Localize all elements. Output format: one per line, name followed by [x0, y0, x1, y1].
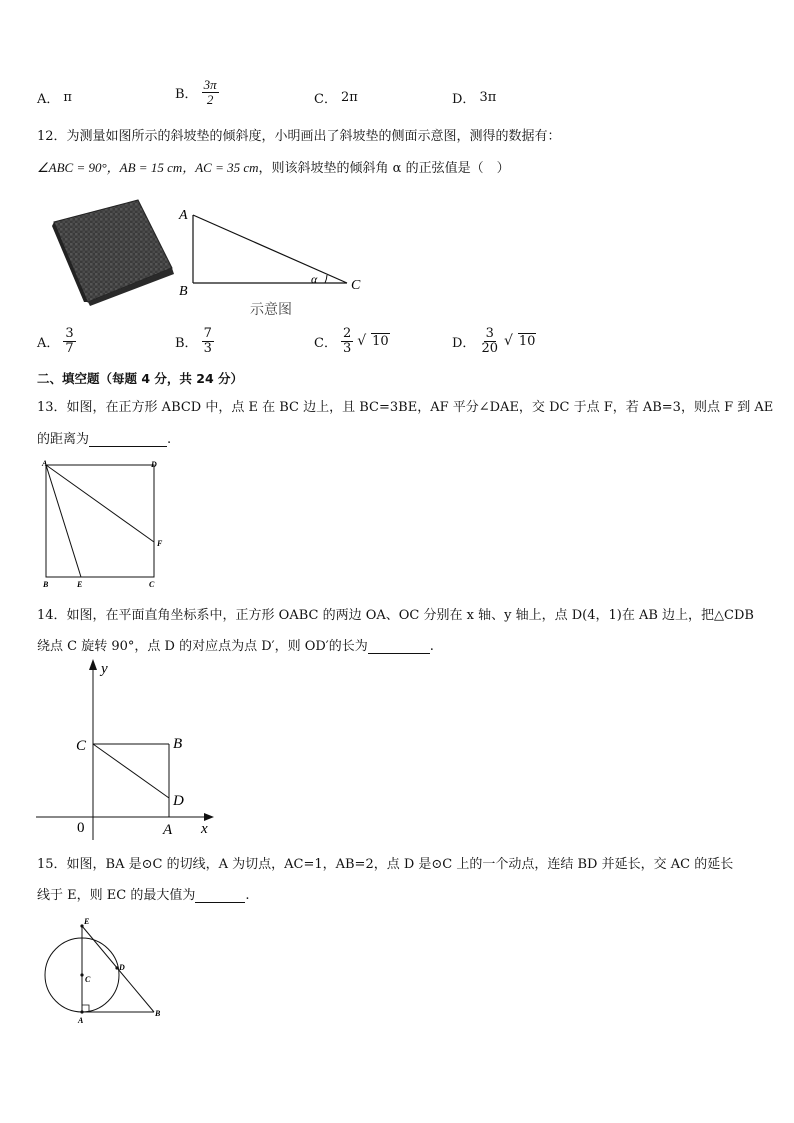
answer-blank[interactable]: [89, 446, 167, 447]
q13-text-line1: 13．如图，在正方形 ABCD 中，点 E 在 BC 边上，且 BC=3BE，AF 平分∠DAE，交 DC 于点 F，若 AB=3，则点 F 到 AE: [37, 400, 774, 415]
label-c: C: [149, 580, 155, 589]
q11-option-b: [175, 78, 219, 106]
q14-text-line1: 14．如图，在平面直角坐标系中，正方形 OABC 的两边 OA、OC 分别在 x 轴、y 轴上，点 D(4，1)在 AB 边上，把△CDB: [37, 608, 754, 623]
label-origin: 0: [77, 820, 85, 836]
label-a: A: [179, 208, 188, 223]
fraction: [63, 327, 75, 355]
option-label: D．: [452, 92, 476, 107]
q12-text: ，则该斜坡垫的倾斜角 α 的正弦值是（ ）: [258, 161, 510, 176]
q12-text-line1: 12．为测量如图所示的斜坡垫的倾斜度，小明画出了斜坡垫的侧面示意图，测得的数据有：: [37, 129, 561, 144]
q12-text-line2: [37, 157, 510, 176]
slope-pad-photo: [50, 198, 176, 308]
label-b: B: [43, 580, 49, 589]
section-title: 二、填空题（每题 4 分，共 24 分）: [37, 371, 244, 386]
q12-option-b: [175, 327, 214, 355]
radicand: 10: [518, 334, 536, 350]
label-a: A: [163, 822, 173, 838]
q12-option-c: [314, 327, 390, 355]
numerator: 3: [485, 326, 494, 341]
q12-option-a: [37, 327, 76, 355]
fraction: [341, 327, 353, 355]
q15-text-line1: 15．如图，BA 是⊙C 的切线，A 为切点，AC=1，AB=2，点 D 是⊙C 上的一个动点，连结 BD 并延长，交 AC 的延长: [37, 857, 734, 872]
label-d: D: [151, 460, 157, 469]
label-b: B: [155, 1009, 161, 1018]
option-value: 3π: [479, 90, 497, 105]
q14-text: 绕点 C 旋转 90°，点 D 的对应点为点 D′，则 OD′的长为: [37, 639, 368, 654]
label-c: C: [85, 975, 91, 984]
label-f: F: [157, 539, 163, 548]
q11-option-a: [37, 88, 72, 107]
label-d: D: [173, 793, 184, 809]
q12-triangle-diagram: [175, 202, 370, 322]
answer-blank[interactable]: [368, 653, 430, 654]
q13-text: 的距离为: [37, 432, 90, 447]
option-value: 2π: [340, 90, 358, 105]
period: .: [167, 432, 172, 447]
q11-option-c: [314, 88, 358, 107]
answer-blank[interactable]: [195, 902, 245, 903]
option-label: B．: [175, 335, 198, 351]
denominator: 20: [481, 340, 498, 356]
q15-circle-diagram: [40, 912, 170, 1027]
option-label: C．: [314, 92, 337, 107]
label-b: B: [179, 284, 188, 299]
denominator: 2: [206, 91, 214, 107]
denominator: 7: [65, 340, 74, 356]
numerator: 3: [65, 326, 74, 341]
option-label: A．: [37, 92, 60, 107]
option-label: C．: [314, 335, 337, 351]
label-c: C: [351, 278, 361, 293]
label-a: A: [42, 459, 48, 468]
fraction: [202, 78, 219, 106]
q15-text: 线于 E，则 EC 的最大值为: [37, 888, 196, 903]
period: .: [245, 888, 250, 903]
q12-option-d: [452, 327, 536, 355]
radicand: 10: [372, 334, 389, 350]
q15-text-line2: [37, 884, 249, 903]
option-label: B．: [175, 86, 198, 102]
label-d: D: [119, 963, 125, 972]
label-x: x: [201, 821, 208, 837]
option-label: D．: [452, 335, 476, 351]
label-alpha: α: [311, 272, 318, 286]
period: .: [429, 639, 434, 654]
fraction: [479, 327, 500, 355]
numerator: 2: [342, 326, 352, 341]
sqrt-icon: √: [503, 333, 513, 350]
q14-coordinate-diagram: [36, 655, 221, 840]
numerator: 3π: [203, 77, 217, 92]
label-c: C: [76, 738, 87, 754]
numerator: 7: [203, 326, 212, 341]
q11-option-d: [452, 88, 496, 107]
label-e: E: [77, 580, 83, 589]
q13-text-line2: [37, 428, 171, 447]
label-b: B: [173, 736, 183, 752]
label-y: y: [101, 661, 108, 677]
fraction: [202, 327, 214, 355]
sqrt-icon: √: [357, 333, 367, 350]
label-a: A: [78, 1016, 84, 1025]
option-label: A．: [37, 335, 60, 351]
q13-square-diagram: [38, 456, 168, 590]
figure-caption: 示意图: [250, 302, 292, 318]
q12-math: ∠ABC = 90°，AB = 15 cm，AC = 35 cm: [37, 160, 259, 175]
q14-text-line2: [37, 635, 434, 654]
denominator: 3: [342, 340, 352, 356]
option-value: π: [63, 90, 72, 105]
label-e: E: [84, 917, 90, 926]
denominator: 3: [203, 340, 212, 356]
